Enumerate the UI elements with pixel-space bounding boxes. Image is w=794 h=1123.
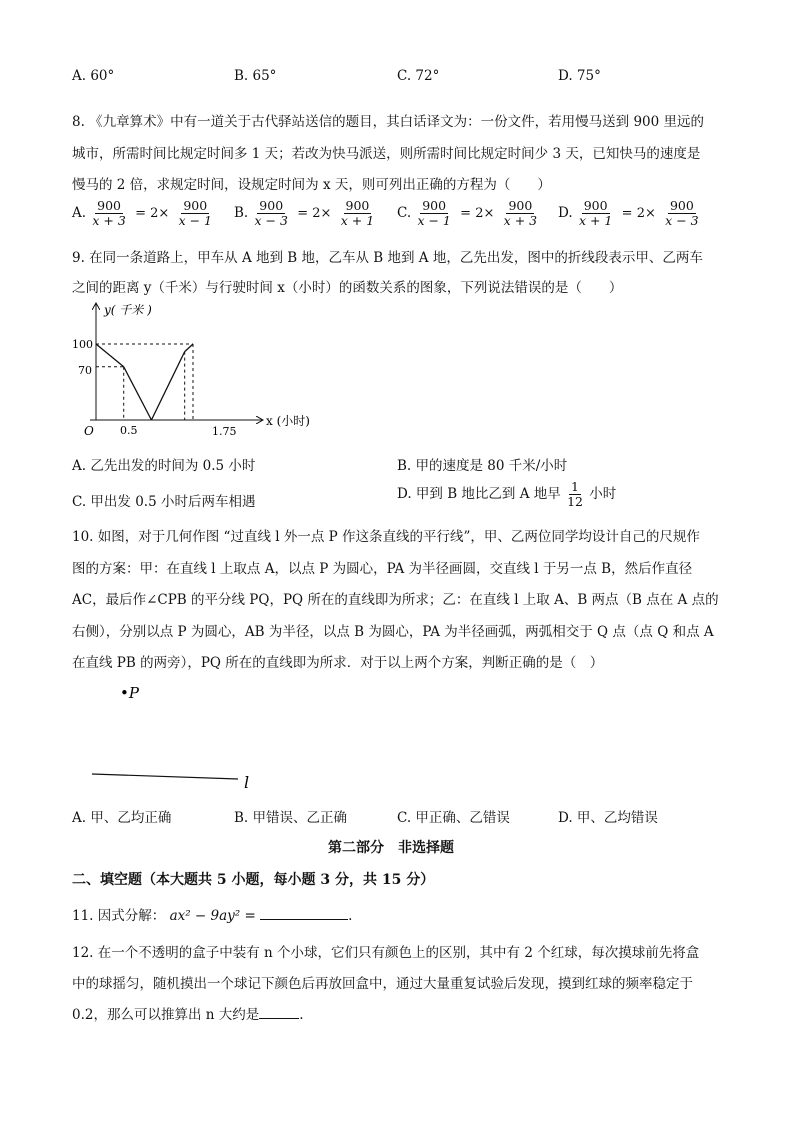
option-letter: B. [234, 204, 249, 221]
point-p-label: •P [120, 684, 139, 702]
q10-option-b: B. 甲错误、乙正确 [234, 810, 348, 826]
option-d-unit: 小时 [589, 485, 617, 502]
q12-text-line-1: 12. 在一个不透明的盒子中装有 n 个小球，它们只有颜色上的区别，其中有 2 个红球，每次摸球前先将盒 [72, 945, 700, 961]
option-letter: D. [558, 204, 573, 221]
q10-text-line-2: 图的方案：甲：在直线 l 上取点 A，以点 P 为圆心，PA 为半径画圆，交直线 l 于另一点 B，然后作直径 [72, 561, 693, 577]
q12-text: 0.2，那么可以推算出 n 大约是 [72, 1007, 260, 1023]
denominator: x − 1 [178, 212, 213, 228]
fraction [253, 199, 290, 228]
q11-line [72, 904, 352, 924]
q11-period: . [348, 908, 353, 924]
fraction [177, 199, 214, 228]
q8-text-line-1: 8. 《九章算术》中有一道关于古代驿站送信的题目，其白话译文为：一份文件，若用慢马送到 900 里远的 [72, 114, 705, 130]
fraction [415, 199, 452, 228]
graph-lines [96, 344, 193, 420]
q7-option-a: A. 60° [72, 68, 115, 84]
y-tick-100: 100 [72, 338, 93, 351]
numerator: 900 [422, 198, 447, 213]
denominator: x + 3 [92, 212, 126, 228]
q10-text-line-1: 10. 如图，对于几何作图 “过直线 l 外一点 P 作这条直线的平行线”，甲、乙两位同学均设计自己的尺规作 [72, 529, 700, 545]
equals-sign: = 2× [297, 205, 332, 221]
section2-title: 二、填空题（本大题共 5 小题，每小题 3 分，共 15 分） [72, 872, 435, 888]
fraction [502, 199, 539, 228]
x-tick-1.75: 1.75 [212, 425, 237, 438]
series-segment [185, 344, 193, 352]
equals-sign: = 2× [135, 205, 170, 221]
q10-option-c: C. 甲正确、乙错误 [397, 810, 510, 826]
option-letter: A. [72, 204, 87, 221]
q11-expression: ax² − 9ay² = [169, 908, 256, 924]
part2-title: 第二部分 非选择题 [328, 840, 454, 856]
q10-option-a: A. 甲、乙均正确 [72, 810, 172, 826]
q9-graph [70, 298, 330, 448]
option-d-text: D. 甲到 B 地比乙到 A 地早 [397, 485, 561, 502]
q12-period: . [299, 1007, 304, 1023]
q10-figure [86, 682, 306, 792]
denominator: x + 1 [340, 212, 375, 228]
q8-option-c [397, 199, 539, 228]
series-segment [151, 352, 184, 420]
fraction [90, 199, 127, 228]
q7-options [72, 62, 712, 96]
numerator: 900 [669, 198, 694, 213]
q7-option-c: C. 72° [397, 68, 440, 84]
line-l-label: l [244, 773, 250, 792]
denominator: x − 3 [254, 212, 288, 228]
numerator: 900 [183, 198, 208, 213]
numerator: 900 [345, 198, 370, 213]
q12-text-line-3 [72, 1003, 304, 1023]
q7-option-d: D. 75° [558, 68, 601, 84]
q8-option-d [558, 199, 701, 228]
numerator: 900 [508, 198, 533, 213]
numerator: 900 [97, 198, 121, 213]
numerator: 1 [571, 479, 579, 494]
denominator: x + 3 [503, 212, 538, 228]
q9-option-b: B. 甲的速度是 80 千米/小时 [397, 458, 568, 474]
q8-option-a [72, 199, 214, 228]
q10-text-line-3: AC，最后作∠CPB 的平分线 PQ，PQ 所在的直线即为所求；乙：在直线 l 上取 A、B 两点（B 点在 A 点的 [72, 592, 719, 608]
q10-text-line-5: 在直线 PB 的两旁），PQ 所在的直线即为所求．对于以上两个方案，判断正确的是（ ） [72, 655, 604, 671]
q10-option-d: D. 甲、乙均错误 [558, 810, 658, 826]
q8-options [72, 193, 712, 233]
q9-option-d [397, 480, 616, 509]
denominator: 12 [567, 493, 583, 509]
equals-sign: = 2× [460, 205, 495, 221]
fraction-1-12 [565, 480, 585, 509]
option-letter: C. [397, 204, 412, 221]
q9-text-line-1: 9. 在同一条道路上，甲车从 A 地到 B 地，乙车从 B 地到 A 地，乙先出发，图中的折线段表示甲、乙两车 [72, 250, 703, 266]
q10-text-line-4: 右侧），分别以点 P 为圆心，AB 为半径，以点 B 为圆心，PA 为半径画弧，两弧相交于 Q 点（点 Q 和点 A [72, 624, 714, 640]
x-tick-0.5: 0.5 [120, 424, 138, 437]
x-axis-label: x (小时) [266, 414, 310, 428]
q8-text-line-3: 慢马的 2 倍，求规定时间，设规定时间为 x 天，则可列出正确的方程为（ ） [72, 177, 551, 193]
series-segment [124, 367, 152, 420]
fraction [577, 199, 614, 228]
q11-prompt: 11. 因式分解： [72, 908, 166, 924]
y-tick-70: 70 [78, 364, 92, 377]
q9-option-c: C. 甲出发 0.5 小时后两车相遇 [72, 494, 256, 510]
numerator: 900 [583, 198, 608, 213]
line-l [92, 774, 238, 779]
origin-label: O [84, 424, 94, 438]
y-axis-label: y( 千米 ) [104, 303, 152, 317]
q9-option-a: A. 乙先出发的时间为 0.5 小时 [72, 458, 256, 474]
q11-answer-blank [260, 919, 348, 920]
fraction [339, 199, 376, 228]
denominator: x + 1 [578, 212, 613, 228]
denominator: x − 1 [417, 212, 451, 228]
equals-sign: = 2× [621, 205, 656, 221]
fraction [663, 199, 700, 228]
q10-options [72, 800, 712, 834]
denominator: x − 3 [665, 212, 699, 228]
q8-option-b [234, 199, 376, 228]
q12-answer-blank [259, 1018, 299, 1019]
q7-option-b: B. 65° [234, 68, 277, 84]
q9-text-line-2: 之间的距离 y（千米）与行驶时间 x（小时）的函数关系的图象，下列说法错误的是（ ） [72, 280, 623, 296]
series-segment [96, 344, 124, 367]
numerator: 900 [259, 198, 284, 213]
q8-text-line-2: 城市，所需时间比规定时间多 1 天；若改为快马派送，则所需时间比规定时间少 3 天，已知快马的速度是 [72, 146, 701, 162]
q12-text-line-2: 中的球摇匀，随机摸出一个球记下颜色后再放回盒中，通过大量重复试验后发现，摸到红球的频率稳定于 [72, 976, 693, 992]
